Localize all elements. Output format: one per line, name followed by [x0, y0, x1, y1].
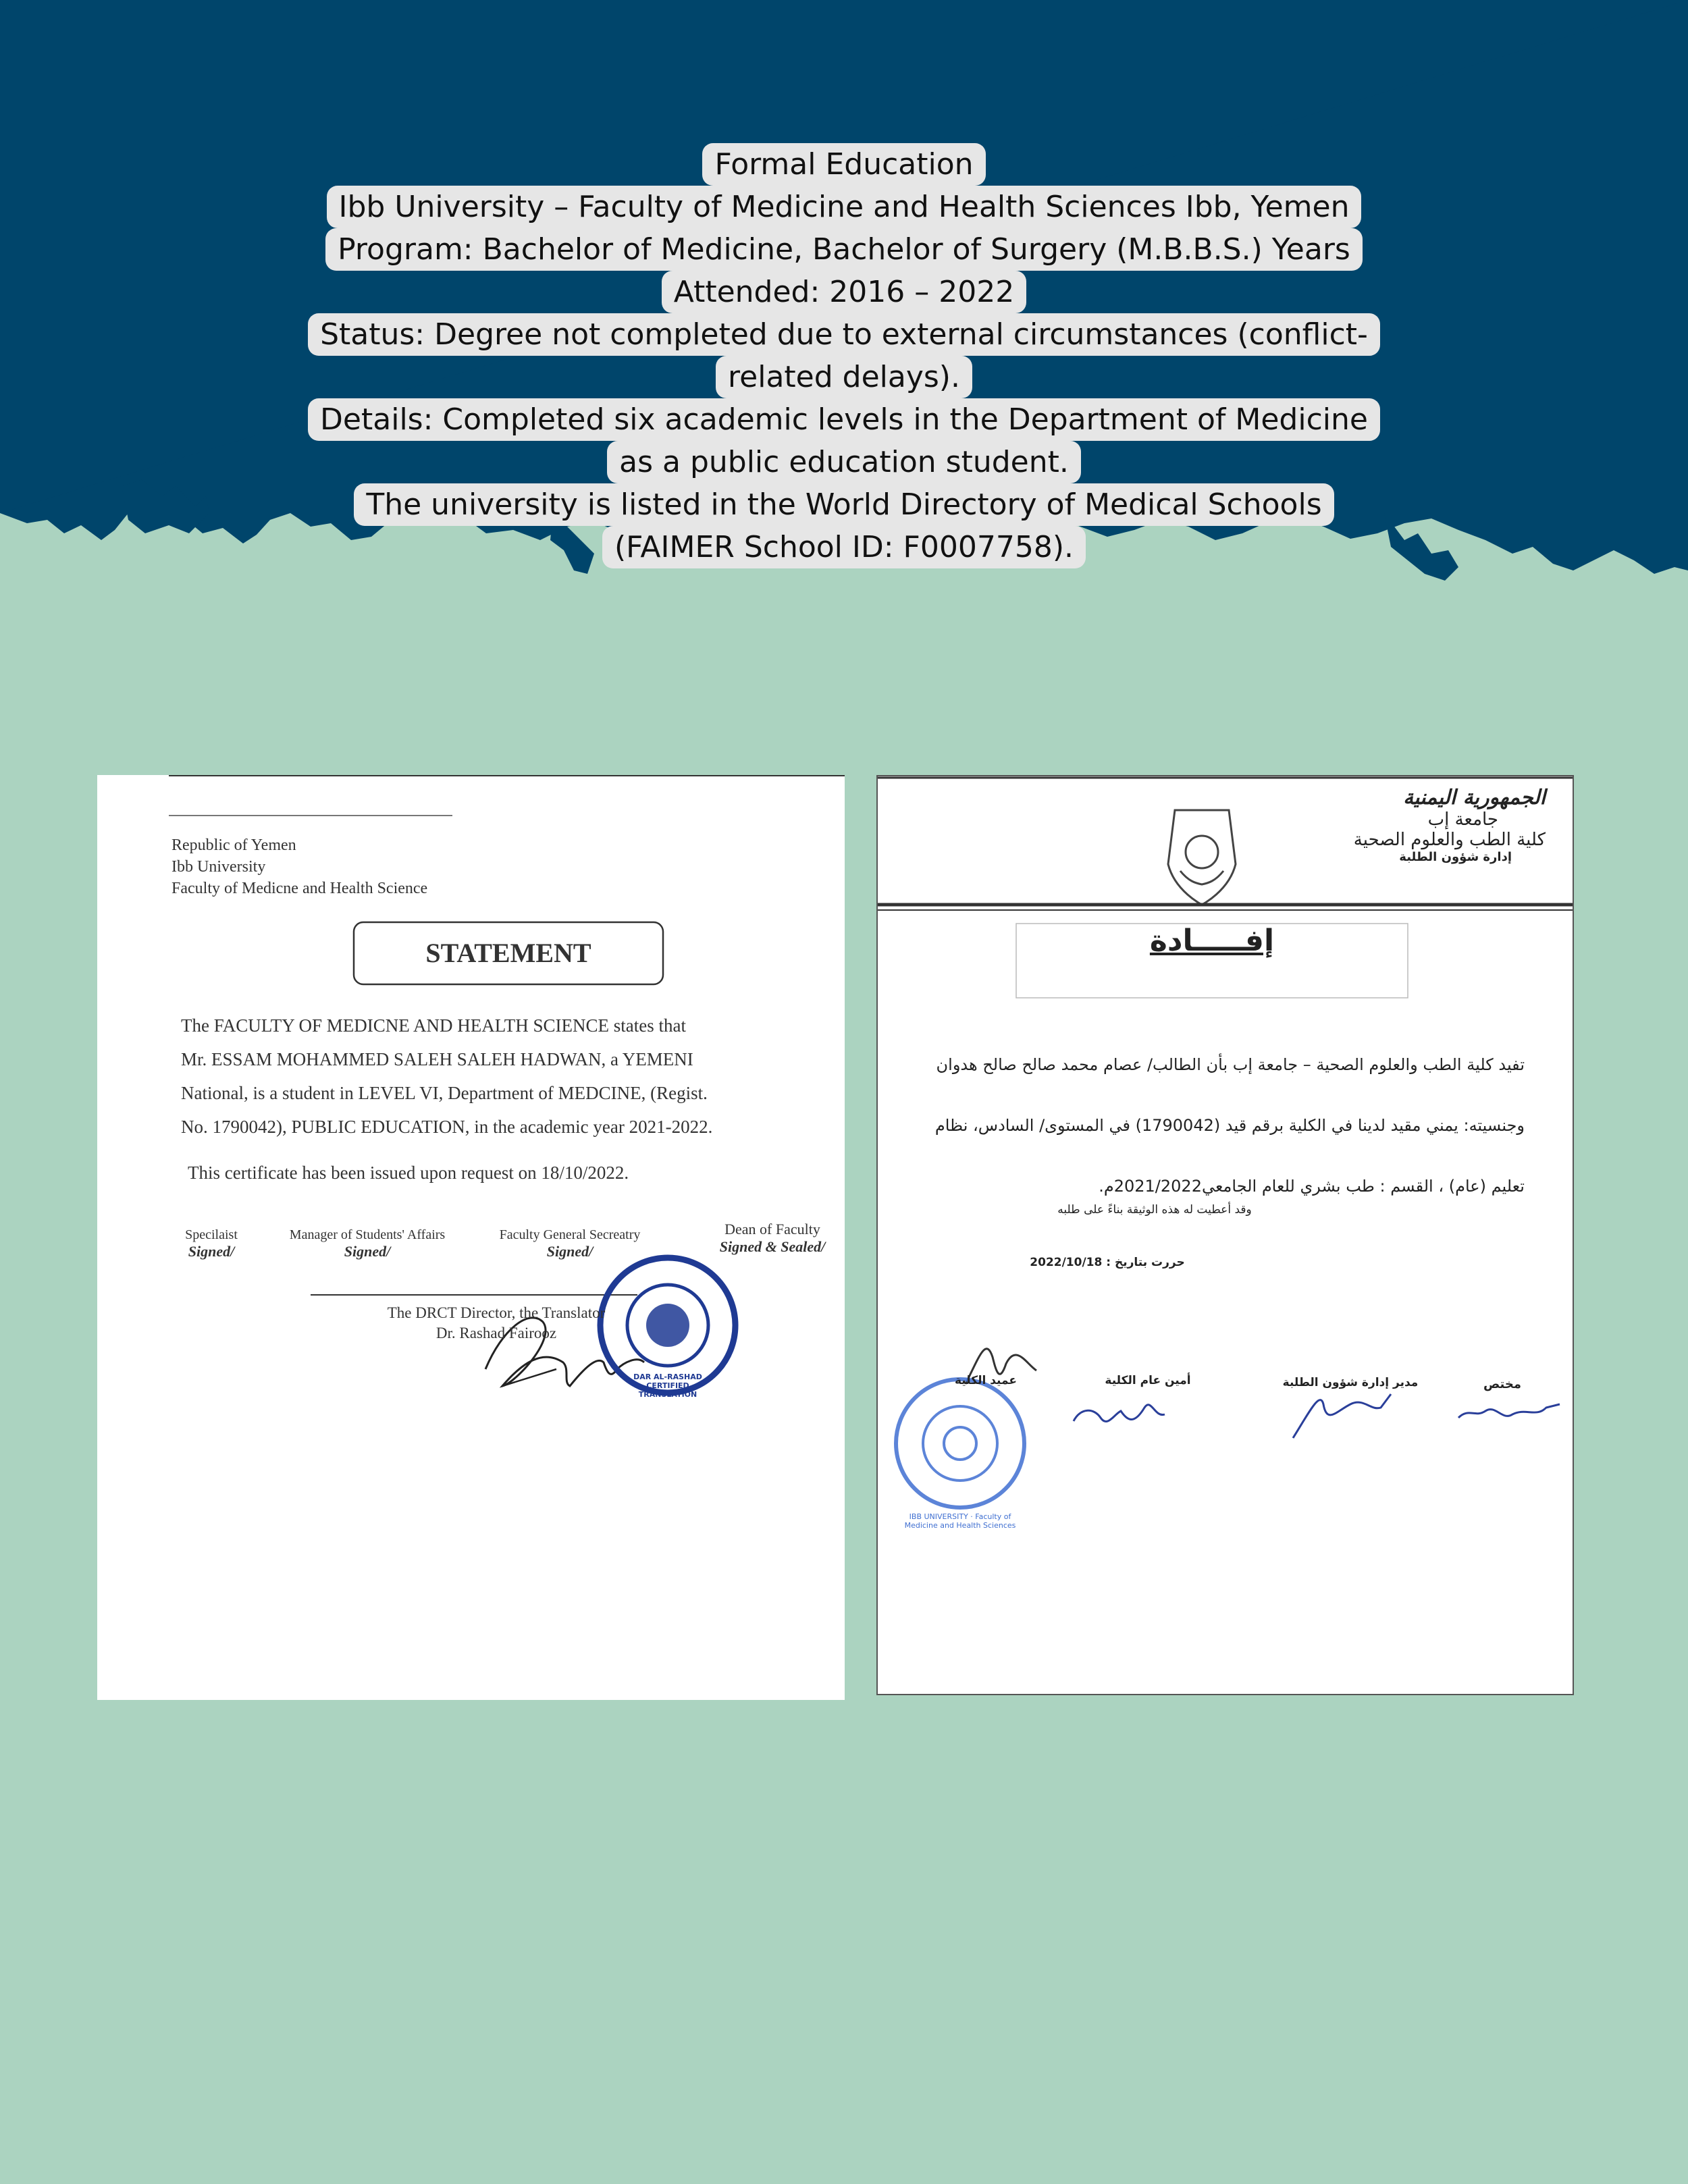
arabic-signatory-affairs-manager: مدير إدارة شؤون الطلبة [1282, 1376, 1419, 1389]
university-stamp-emblem [944, 1427, 976, 1460]
arabic-signatory-specialist: مختص [1483, 1377, 1522, 1391]
signatory-status: Signed & Sealed/ [719, 1238, 826, 1255]
signatory-status: Signed/ [344, 1243, 391, 1260]
header-line: Ibb University – Faculty of Medicine and Health Sciences Ibb, Yemen [327, 186, 1362, 228]
signatory-title: Specilaist [185, 1227, 238, 1242]
signatory-title: Faculty General Secreatry [499, 1227, 641, 1242]
specialist-signature [1458, 1404, 1560, 1418]
signatory-specialist [174, 1227, 248, 1260]
header-line: (FAIMER School ID: F0007758). [602, 526, 1086, 568]
signatory-dean [705, 1221, 840, 1256]
header-department: إدارة شؤون الطلبة [1399, 850, 1512, 864]
header-faculty: كلية الطب والعلوم الصحية [1353, 830, 1546, 850]
arabic-body-line: تفيد كلية الطب والعلوم الصحية – جامعة إب بأن الطالب/ عصام محمد صالح صالح هدوان [936, 1055, 1525, 1074]
secretary-signature [1074, 1405, 1165, 1422]
header-country: Republic of Yemen [172, 836, 296, 854]
english-header-block [172, 834, 427, 899]
signatory-students-affairs [273, 1227, 462, 1260]
arabic-doc-decor [878, 776, 1574, 1695]
translator-block [365, 1303, 628, 1343]
english-issued-line: This certificate has been issued upon request on 18/10/2022. [188, 1163, 629, 1183]
signatory-status: Signed/ [546, 1243, 594, 1260]
arabic-doc-title: إفـــــادة [1149, 924, 1275, 958]
arabic-issued-line: وقد أعطيت له هذه الوثيقة بناءً على طلبه [1057, 1203, 1252, 1217]
university-stamp-inner [923, 1406, 997, 1481]
university-stamp-label: IBB UNIVERSITY · Faculty of Medicine and Health Sciences [904, 1512, 1016, 1530]
header-country: الجمهورية اليمنية [1403, 786, 1546, 809]
header-line: Formal Education [702, 143, 985, 186]
header-university: Ibb University [172, 858, 266, 876]
university-emblem-shield [1168, 810, 1236, 905]
header-line: Program: Bachelor of Medicine, Bachelor of Surgery (M.B.B.S.) Years [325, 228, 1363, 271]
arabic-signatory-secretary: أمين عام الكلية [1105, 1374, 1191, 1387]
arabic-body-line: وجنسيته: يمني مقيد لدينا في الكلية برقم قيد (1790042) في المستوى/ السادس، نظام [934, 1116, 1525, 1135]
translator-title: The DRCT Director, the Translator [387, 1304, 606, 1321]
header-line: Attended: 2016 – 2022 [662, 271, 1026, 313]
english-body [181, 1009, 802, 1144]
header-faculty: Faculty of Medicne and Health Science [172, 880, 428, 897]
english-doc-title: STATEMENT [425, 938, 591, 968]
translation-stamp-label: DAR AL-RASHAD CERTIFIED TRANSLATION [633, 1373, 702, 1399]
arabic-header-block [1302, 786, 1546, 864]
header-line: The university is listed in the World Directory of Medical Schools [354, 483, 1334, 526]
header-line: Status: Degree not completed due to external circumstances (conflict- [308, 313, 1380, 356]
header-line: as a public education student. [607, 441, 1081, 483]
header-line: Details: Completed six academic levels in the Department of Medicine [308, 398, 1380, 441]
header-line: related delays). [716, 356, 972, 398]
signatory-title: Dean of Faculty [724, 1221, 820, 1237]
english-statement-document [97, 775, 845, 1700]
english-body-line: The FACULTY OF MEDICNE AND HEALTH SCIENCE states that [181, 1015, 686, 1036]
affairs-manager-signature [1293, 1394, 1391, 1438]
signatory-title: Manager of Students' Affairs [289, 1227, 446, 1242]
arabic-body [897, 1034, 1525, 1217]
arabic-statement-document [876, 775, 1574, 1695]
arabic-signatory-dean: عميد الكلية [955, 1374, 1017, 1387]
english-body-line: Mr. ESSAM MOHAMMED SALEH SALEH HADWAN, a YEMENI [181, 1049, 693, 1069]
signatory-general-secretary [482, 1227, 658, 1260]
header-text-block [0, 143, 1688, 568]
arabic-body-line: تعليم (عام) ، القسم : طب بشري للعام الجامعي2021/2022م. [1099, 1177, 1525, 1196]
arabic-date-line: حررت بتاريخ : 2022/10/18 [1030, 1256, 1185, 1269]
signatory-status: Signed/ [188, 1243, 235, 1260]
university-stamp-outer [896, 1379, 1024, 1508]
translation-stamp-emblem [646, 1304, 689, 1347]
translator-name: Dr. Rashad Fairooz [436, 1325, 557, 1341]
english-body-line: National, is a student in LEVEL VI, Department of MEDCINE, (Regist. [181, 1083, 708, 1103]
header-university: جامعة إب [1427, 809, 1498, 830]
english-body-line: No. 1790042), PUBLIC EDUCATION, in the academic year 2021-2022. [181, 1117, 713, 1137]
